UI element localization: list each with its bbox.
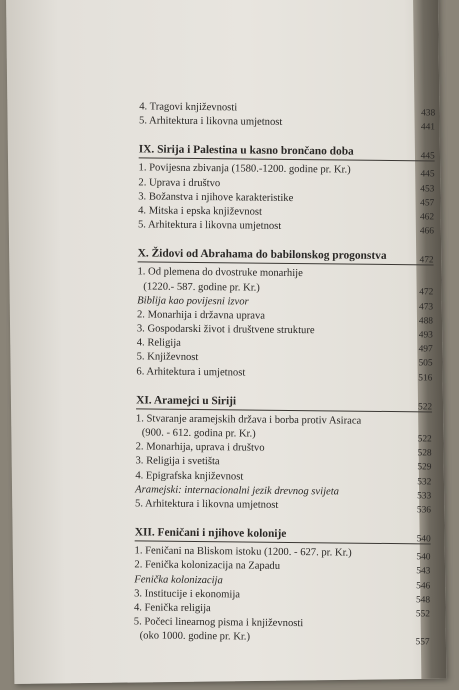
toc-page-number: 505 — [418, 358, 433, 369]
toc-entry-title: 1. Stvaranje aramejskih država i borba protiv Asiraca — [135, 413, 362, 427]
toc-page-number: 557 — [415, 637, 430, 648]
toc-page-number: 445 — [420, 151, 435, 162]
toc-entry-title: 5. Arhitektura i likovna umjetnost — [139, 115, 283, 129]
toc-entry — [136, 412, 432, 443]
toc-entry-title: 3. Institucije i ekonomija — [134, 588, 241, 601]
toc-page-number: 540 — [416, 552, 431, 563]
toc-entry-title: 1. Povijesna zbivanja (1580.-1200. godine pr. Kr.) — [138, 162, 351, 176]
toc-entry-title: 3. Religija i svetišta — [135, 455, 220, 468]
toc-entry-title: Aramejski: internacionalni jezik drevnog svijeta — [135, 484, 340, 498]
toc-page-number: 438 — [421, 108, 436, 119]
toc-page-number: 548 — [415, 595, 431, 606]
toc-entry-title: 4. Tragovi književnosti — [139, 101, 238, 114]
toc-entry-title: 5. Arhitektura i likovna umjetnost — [137, 219, 282, 232]
toc-page-number: 516 — [418, 372, 433, 384]
toc-entry — [139, 115, 435, 132]
toc-page-number: 522 — [417, 402, 433, 413]
toc-page-number: 529 — [417, 462, 432, 473]
toc-page-number: 532 — [417, 476, 432, 488]
toc-entry-subtitle: (1220.- 587. godine pr. Kr.) — [143, 280, 260, 294]
toc-page-number: 445 — [420, 169, 435, 180]
toc-page-number: 528 — [417, 448, 432, 459]
toc-section-heading — [136, 389, 432, 412]
toc-section-heading — [139, 139, 435, 162]
toc-entry-title: 4. Epigrafska književnost — [135, 469, 244, 483]
toc-entry-title: X. Židovi od Abrahama do babilonskog progonstva — [137, 247, 387, 263]
toc-page-number: 497 — [418, 344, 433, 355]
toc-entry-title: 4. Mitska i epska književnost — [138, 205, 263, 218]
toc-page-number: 473 — [419, 302, 434, 313]
toc-entry-subtitle: (900. - 612. godina pr. Kr.) — [141, 427, 256, 440]
toc-entry — [135, 497, 431, 514]
toc-page-number: 543 — [416, 566, 431, 577]
toc-entry — [138, 218, 434, 235]
toc-entry-title: 6. Arhitektura i umjetnost — [136, 366, 246, 379]
toc-entry-title: 2. Monarhija i državna uprava — [136, 309, 266, 322]
toc-entry-title: Fenička kolonizacija — [134, 573, 223, 586]
toc-entry-title: IX. Sirija i Palestina u kasno brončano doba — [138, 143, 354, 159]
toc-page-number: 493 — [418, 330, 433, 341]
toc-page-number: 488 — [418, 316, 434, 327]
toc-entry — [137, 266, 433, 297]
toc-entry-title: 4. Religija — [136, 337, 181, 350]
toc-entry-title: 5. Književnost — [136, 351, 199, 364]
toc-page-number: 546 — [416, 580, 431, 591]
toc-entry-title: Biblija kao povijesni izvor — [137, 295, 249, 308]
toc-page-number: 453 — [420, 183, 435, 195]
toc-page-number: 441 — [420, 122, 436, 133]
toc-entry-title: 2. Uprava i društvo — [138, 176, 221, 189]
toc-entry-title: 4. Fenička religija — [133, 602, 211, 615]
toc-entry-title: XII. Feničani i njihove kolonije — [134, 526, 287, 541]
toc-page-number: 540 — [416, 534, 431, 545]
toc-page-number: 462 — [419, 212, 435, 223]
toc-entry-title: 2. Fenička kolonizacija na Zapadu — [134, 559, 281, 573]
toc-entry-title: 2. Monarhija, uprava i društvo — [135, 441, 265, 454]
toc-page-number: 466 — [419, 226, 434, 237]
toc-entry-title: 5. Arhitektura i likovna umjetnost — [135, 498, 279, 511]
toc-entry-title: 3. Gospodarski život i društvene strukture — [136, 323, 315, 337]
toc-entry-title: XI. Aramejci u Siriji — [136, 394, 237, 408]
toc-page-number: 472 — [419, 255, 434, 266]
toc-section-heading — [135, 522, 431, 545]
toc-entry-title: 3. Božanstva i njihove karakteristike — [138, 191, 294, 204]
toc-entry-title: 1. Od plemena do dvostruke monarhije — [137, 266, 303, 280]
book-page — [6, 0, 446, 684]
toc-page-number: 536 — [416, 505, 432, 516]
toc-page-number: 472 — [419, 287, 434, 298]
toc-entry — [136, 365, 432, 382]
toc-entry-subtitle: (oko 1000. godine pr. Kr.) — [139, 630, 251, 643]
toc-page-number: 533 — [417, 491, 432, 502]
toc-entry-title: 5. Počeci linearnog pisma i književnosti — [133, 616, 304, 630]
toc-entry-title: 1. Feničani na Bliskom istoku (1200. - 627. pr. Kr.) — [134, 545, 352, 559]
toc-page-number: 522 — [417, 434, 432, 445]
table-of-contents — [134, 100, 436, 647]
toc-page-number: 552 — [415, 609, 430, 620]
toc-section-heading — [138, 243, 434, 266]
toc-entry — [134, 615, 430, 646]
toc-page-number: 457 — [420, 198, 435, 209]
